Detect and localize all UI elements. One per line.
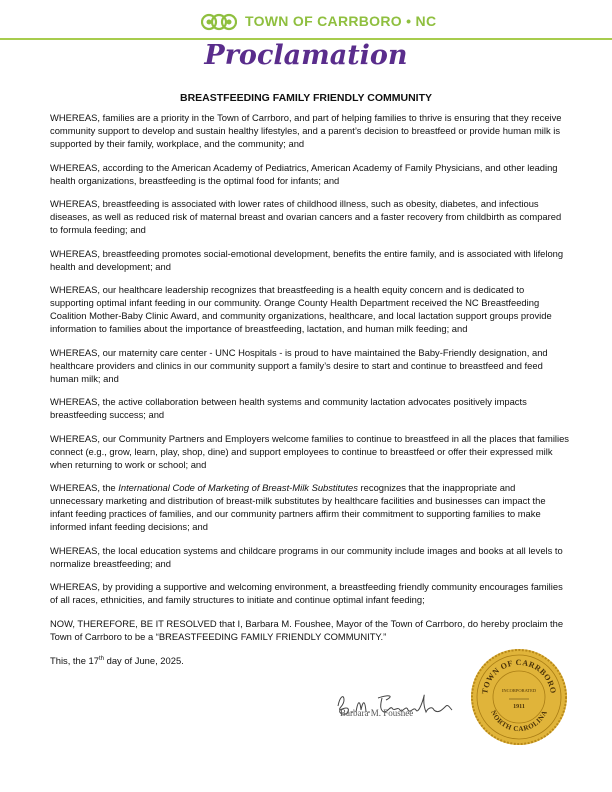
date-text: This, the 17 bbox=[50, 655, 99, 667]
code-title: International Code of Marketing of Breast-Milk Substitutes bbox=[118, 482, 358, 493]
seal-top-text: TOWN OF CARRBORO bbox=[480, 657, 558, 695]
town-name: TOWN OF CARRBORO • NC bbox=[245, 13, 437, 29]
code-para-lead: WHEREAS, the bbox=[50, 482, 119, 493]
whereas-paragraph: WHEREAS, breastfeeding promotes social-emotional development, benefits the entire family, and is associated with lifelong health and development; and bbox=[50, 247, 564, 272]
whereas-paragraph: WHEREAS, our Community Partners and Employers welcome families to continue to breastfeed in all the places that families connect (e.g., grow, learn, play, shop, dine) and support employees to continue to breastfeed or offer their expressed milk when returning to work or school; and bbox=[50, 432, 569, 470]
seal-year: 1911 bbox=[513, 704, 525, 710]
whereas-paragraph: WHEREAS, according to the American Academy of Pediatrics, American Academy of Family Physicians, and other leading health organizations, breastfeeding is the optimal food for infants; and bbox=[50, 161, 558, 186]
resolution-paragraph: NOW, THEREFORE, BE IT RESOLVED that I, Barbara M. Foushee, Mayor of the Town of Carrboro, do hereby proclaim the Town of Carrboro to be a “BREASTFEEDING FAMILY FRIENDLY COMMUNITY.” bbox=[50, 617, 564, 642]
whereas-paragraph: WHEREAS, our maternity care center - UNC Hospitals - is proud to have maintained the Baby-Friendly designation, and healthcare providers and clinics in our community support a family’s desire to start and continue to breastfeed and feed human milk; and bbox=[50, 346, 548, 384]
proclamation-body bbox=[50, 111, 570, 678]
whereas-paragraph: WHEREAS, by providing a supportive and welcoming environment, a breastfeeding friendly community encourages families of all races, ethnicities, and family structures to initiate and continue optimal infant feeding; bbox=[50, 581, 563, 605]
seal-bottom-text: NORTH CAROLINA bbox=[489, 709, 549, 734]
whereas-code-paragraph bbox=[50, 481, 570, 533]
whereas-paragraph: WHEREAS, breastfeeding is associated with lower rates of childhood illness, such as obesity, diabetes, and infectious diseases, as well as reduced risk of maternal breast and ovarian cancers and a faster recovery from childbirth as compared to formula feeding; and bbox=[50, 198, 562, 235]
document-title: Proclamation bbox=[204, 40, 408, 71]
signatory-name: Barbara M. Foushee bbox=[340, 708, 414, 718]
carrboro-logo-icon bbox=[201, 12, 237, 32]
code-para-rest: recognizes that the inappropriate and unnecessary marketing and distribution of breast-milk substitutes by healthcare facilities and businesses can impact the infant feeding practices of families, and our community partners affirm their commitment to supporting families to make informed infant feeding decisions; and bbox=[50, 482, 546, 532]
date-suffix: th bbox=[99, 656, 105, 662]
town-seal-icon bbox=[469, 647, 569, 747]
date-rest: day of June, 2025. bbox=[104, 655, 184, 667]
whereas-paragraph: WHEREAS, our healthcare leadership recognizes that breastfeeding is a health equity concern and is dedicated to supporting optimal infant feeding in our community. Orange County Health Department received the NC Breastfeeding Coalition Mother-Baby Clinic Award, and community organizations, healthcare, and local lactation support groups provide information to families about the importance of breastfeeding, lactation, and human milk feeding; and bbox=[50, 284, 552, 334]
whereas-paragraph: WHEREAS, the local education systems and childcare programs in our community include images and books at all levels to normalize breastfeeding; and bbox=[50, 544, 563, 569]
whereas-paragraph: WHEREAS, the active collaboration between health systems and community lactation advocates positively impacts breastfeeding success; and bbox=[50, 396, 527, 420]
letterhead bbox=[0, 0, 612, 40]
proclamation-heading: BREASTFEEDING FAMILY FRIENDLY COMMUNITY bbox=[179, 92, 433, 104]
seal-inner-text: INCORPORATED bbox=[501, 688, 537, 693]
whereas-paragraph: WHEREAS, families are a priority in the Town of Carrboro, and part of helping families to thrive is ensuring that they receive community support to develop and sustain healthy lifestyles, and a parent’s decision to breastfeed or provide human milk is supported by their family, workplace, and the community; and bbox=[50, 112, 562, 149]
